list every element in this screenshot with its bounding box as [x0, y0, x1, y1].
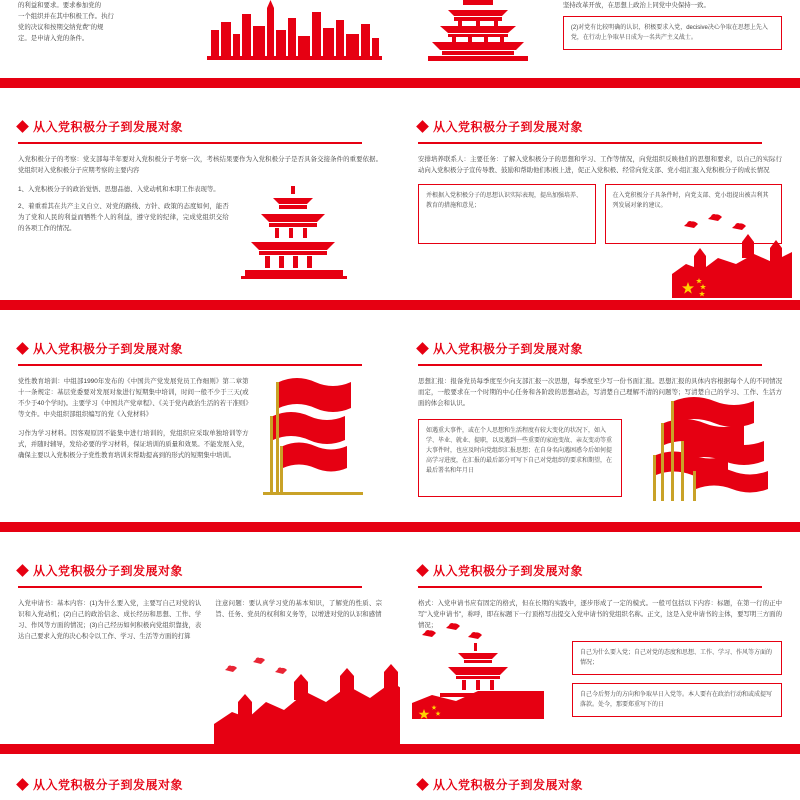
paragraph: 坚持改革开放，在思想上政治上同党中央保持一致。	[562, 2, 710, 9]
slide-title-row	[400, 104, 800, 135]
red-rail	[0, 300, 400, 310]
slide-4-right[interactable]	[400, 548, 800, 744]
diamond-bullet-icon	[416, 120, 429, 133]
diamond-bullet-icon	[16, 778, 29, 791]
diamond-bullet-icon	[16, 120, 29, 133]
slide-top-right[interactable]	[400, 0, 800, 78]
three-flags-icon	[259, 376, 367, 496]
callout-box: 自己为什么要入党；自己对党的态度和思想、工作、学习、作风等方面的情况；	[572, 641, 782, 675]
paragraph: 入党申请书：基本内容：(1)为什么要入党，主要写自己对党的认识和入党动机；(2)自己的政治信念、成长经历和思想、工作、学习、作风等方面的情况；(3)自己经历如何积极向党组织靠拢，表达自己要求入党的决心积令以工作、学习、生活等方面的打算	[18, 600, 202, 640]
city-skyline-icon	[207, 0, 382, 60]
slide-4-left[interactable]	[0, 548, 400, 744]
slide-bottom-right[interactable]	[400, 770, 800, 794]
slide-title-row	[0, 326, 400, 357]
page-title: 从入党积极分子到发展对象	[433, 564, 584, 578]
red-rail	[400, 522, 800, 532]
pavilion-icon	[239, 184, 349, 280]
red-rail	[400, 78, 800, 88]
paragraph: 入党积极分子的考察：党支部每半年要对入党积极分子考察一次，考核结果要作为入党积极分子是否具备交接条件的重要依据。党组织对入党积极分子应期考察的主要内容	[18, 156, 382, 174]
diamond-bullet-icon	[416, 342, 429, 355]
slide-row-2	[0, 104, 800, 300]
paragraph: 注意问题：要认真学习党的基本知识，了解党的性质、宗旨、任务、党员的权利和义务等，以增进对党的认识和感情	[215, 600, 382, 618]
rail-row-2	[0, 300, 800, 310]
slide-title-row	[0, 104, 400, 135]
red-rail	[0, 78, 400, 88]
dove-monument-icon	[412, 623, 544, 719]
slide-row-4	[0, 548, 800, 744]
slide-row-5	[0, 770, 800, 794]
memorial-hall-icon	[418, 0, 538, 62]
paragraph: 的利益和要求。要求参加党的	[18, 2, 102, 9]
callout-box: 如遇重大事件，或在个人思想和生活程度有较大变化的状况下，如入学、毕业、就业、提职，以及遇到一些重要的家庭变故、亲友变动等重大事件时，也应及时向党组织汇报思想；在自身名向遇困惑今后如何提高学习进度，在汇报的最后部分可写下自己对党组织的要求和期望，在最后署名和年月日	[418, 419, 622, 497]
slide-3-left[interactable]	[0, 326, 400, 522]
callout-box: 并根据入党积极分子的思想认识实际表现，提出加强培养、教育的措施和意见；	[418, 184, 596, 244]
callout-box: (2)对党有比较明确的认识，积极要求入党，decisive决心争取在思想上先入党，在行动上争取早日成为一名共产主义战士。	[563, 16, 782, 50]
paragraph: 格式：入党申请书应有固定的格式，但在长期的实践中，逐步形成了一定的模式。一般可包括以下内容：标题，在第一行的正中写"入党申请书"，称呼，即在标题下一行顶格写出提交入党申请书的党组织名称。正文，这是入党申请书的主体，要写明三方面的情况；	[418, 600, 782, 629]
diamond-bullet-icon	[416, 778, 429, 791]
paragraph: 一个组织并在其中积极工作。执行	[18, 13, 114, 20]
paragraph: 1、入党积极分子的政治觉悟、思想品德、入党动机和本职工作表现等。	[18, 186, 220, 193]
page-title: 从入党积极分子到发展对象	[433, 342, 584, 356]
red-rail	[400, 744, 800, 754]
red-rail	[0, 744, 400, 754]
five-flags-icon	[638, 397, 788, 503]
page-title: 从入党积极分子到发展对象	[33, 564, 184, 578]
paragraph: 安排培养联系人：主要任务：了解入党积极分子的思想和学习、工作等情况，向党组织反映他们的思想和要求，以自己的实际行动向入党积极分子宣传导教、鼓励和帮助他们积极上进，促正入党积极、经常向党支部、党小组汇报入党积极分子的成长情况	[418, 156, 782, 174]
rail-row-1	[0, 78, 800, 88]
great-wall-flag-icon	[672, 212, 792, 298]
slide-title-row	[400, 770, 800, 793]
paragraph: 2、着重看其在共产主义自立、对党的路线、方针、政策的态度如何，能否为了党和人民的利益而牺牲个人的利益，遵守党的纪律，完成党组织交给的各项工作的情况。	[18, 203, 229, 232]
slide-2-left[interactable]	[0, 104, 400, 300]
slide-title-row	[400, 326, 800, 357]
paragraph: 党的决议和按期交纳党费"的规	[18, 24, 104, 31]
red-rail	[0, 522, 400, 532]
slide-title-row	[400, 548, 800, 579]
page-title: 从入党积极分子到发展对象	[433, 120, 584, 134]
slide-bottom-left[interactable]	[0, 770, 400, 794]
paragraph: 定。是申请入党的条件。	[18, 35, 89, 42]
diamond-bullet-icon	[416, 564, 429, 577]
paragraph: 习作为学习材料。因客观原因不能集中进行培训的，党组织应采取单独培训等方式，并随时辅导，发给必要的学习材料，保证培训的质量和效果。不能发展入党，确保主要以入党积极分子党性教育培训来帮助提高到的形式的短期集中培训。	[18, 430, 249, 459]
diamond-bullet-icon	[16, 564, 29, 577]
slide-title-row	[0, 548, 400, 579]
slide-top-left[interactable]	[0, 0, 400, 78]
rail-row-3	[0, 522, 800, 532]
slide-row-1	[0, 0, 800, 78]
rail-row-4	[0, 744, 800, 754]
callout-box: 在入党积极分子具条件时，向党支部、党小组提出被吉利其列发展对象的建议。	[605, 184, 783, 244]
slide-3-right[interactable]	[400, 326, 800, 522]
diamond-bullet-icon	[16, 342, 29, 355]
great-wall-icon	[214, 652, 400, 744]
page-title: 从入党积极分子到发展对象	[33, 120, 184, 134]
red-rail	[400, 300, 800, 310]
page-title: 从入党积极分子到发展对象	[433, 778, 584, 792]
page-title: 从入党积极分子到发展对象	[33, 778, 184, 792]
paragraph: 党性教育培训：中组部1990年发布的《中国共产党发展党员工作细则》第二章第十一条规定：基层党委要对发展对象进行短期集中培训，时间一般不少于三天(或不少于40个学时)。主要学习《中国共产党章程》、《关于党内政治生活的若干准则》等文件。中央组织部组织编写的党《入党材料》	[18, 378, 249, 418]
slide-2-right[interactable]	[400, 104, 800, 300]
page-title: 从入党积极分子到发展对象	[33, 342, 184, 356]
slide-row-3	[0, 326, 800, 522]
paragraph: 思想汇报：报备党员每季度至少向支部汇报一次思想，每季度至少写一份书面汇报。思想汇报的具体内容根据每个人的不同情况而定，一般要求在一个时期的中心任务和各阶段的思想动态，写清楚自己理解不清的问题等；写清楚自己的学习、工作、生活方面的体会和认识。	[418, 378, 782, 407]
callout-box: 自己今后努力的方向和争取早日入党等。本人要有在政治行动和或成提写落款。处今，那要郑重写下的日	[572, 683, 782, 717]
slide-title-row	[0, 770, 400, 793]
